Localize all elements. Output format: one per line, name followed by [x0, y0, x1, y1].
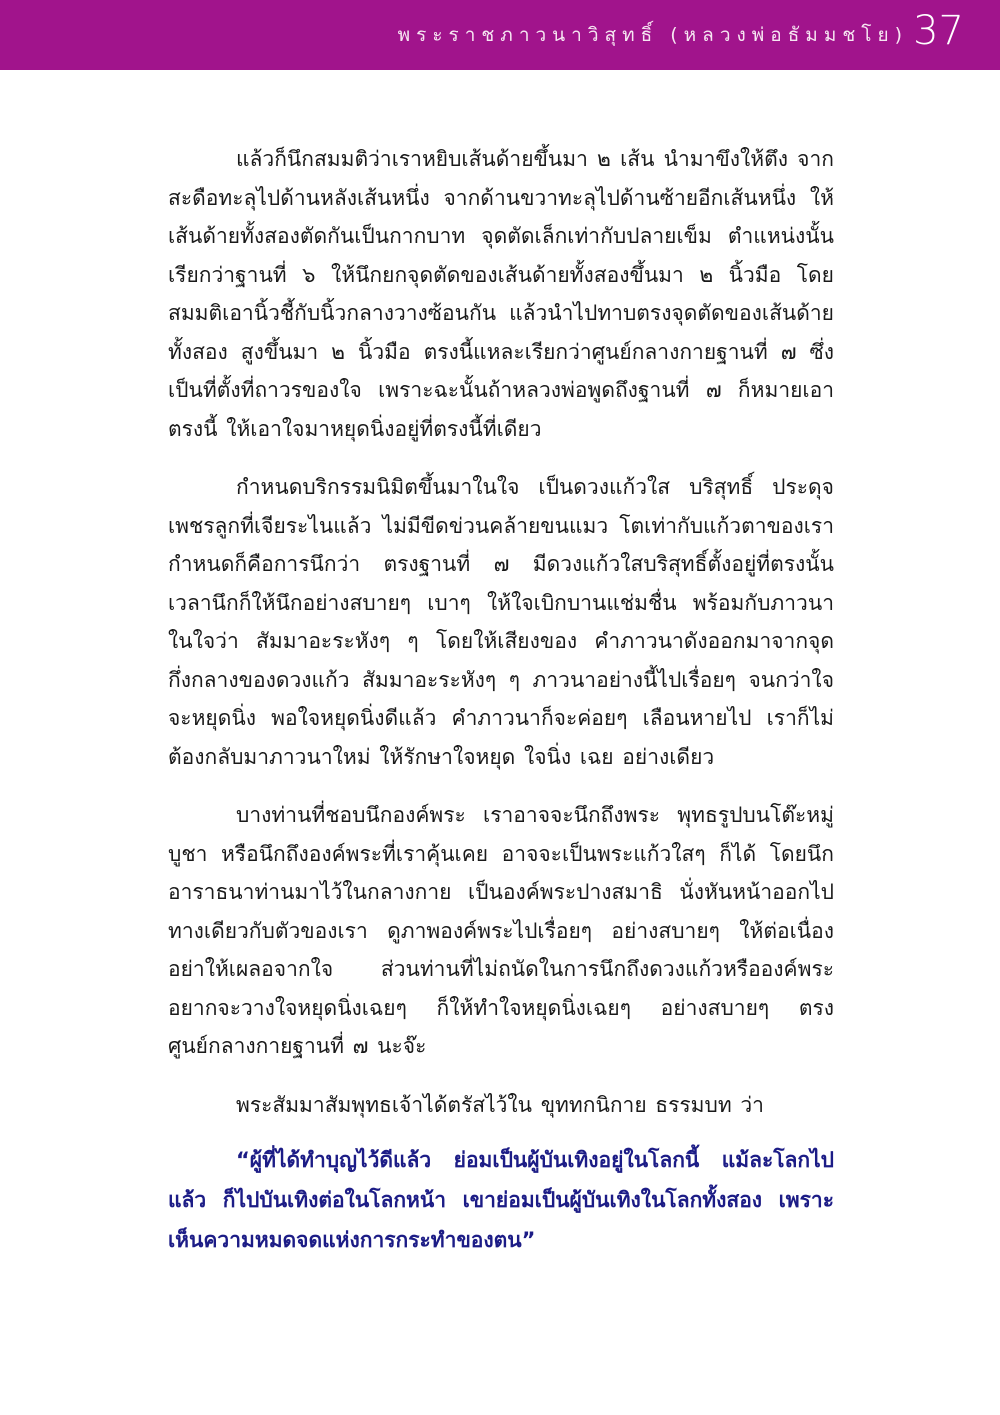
body-text	[168, 140, 834, 1260]
running-header-title: พระราชภาวนาวิสุทธิ์ (หลวงพ่อธัมมชโย)	[397, 24, 908, 46]
paragraph-crystal-sphere: กำหนดบริกรรมนิมิตขึ้นมาในใจ เป็นดวงแก้วใส บริสุทธิ์ ประดุจเพชรลูกที่เจียระไนแล้ว ไม่มีขีดข่วนคล้ายขนแมว โตเท่ากับแก้วตาของเรา กำหนดก็คือการนึกว่า ตรงฐานที่ ๗ มีดวงแก้วใสบริสุทธิ์ตั้งอยู่ที่ตรงนั้น เวลานึกก็ให้นึกอย่างสบายๆ เบาๆ ให้ใจเบิกบานแช่มชื่น พร้อมกับภาวนาในใจว่า สัมมาอะระหังๆ ๆ โดยให้เสียงของ คำภาวนาดังออกมาจากจุดกึ่งกลางของดวงแก้ว สัมมาอะระหังๆ ๆ ภาวนาอย่างนี้ไปเรื่อยๆ จนกว่าใจจะหยุดนิ่ง พอใจหยุดนิ่งดีแล้ว คำภาวนาก็จะค่อยๆ เลือนหายไป เราก็ไม่ต้องกลับมาภาวนาใหม่ ให้รักษาใจหยุด ใจนิ่ง เฉย อย่างเดียว	[168, 475, 834, 769]
paragraph-buddha-image: บางท่านที่ชอบนึกองค์พระ เราอาจจะนึกถึงพระ พุทธรูปบนโต๊ะหมู่บูชา หรือนึกถึงองค์พระที่เราคุ้นเคย อาจจะเป็นพระแก้วใสๆ ก็ได้ โดยนึกอาราธนาท่านมาไว้ในกลางกาย เป็นองค์พระปางสมาธิ นั่งหันหน้าออกไปทางเดียวกับตัวของเรา ดูภาพองค์พระไปเรื่อยๆ อย่างสบายๆ ให้ต่อเนื่อง อย่าให้เผลอจากใจ ส่วนท่านที่ไม่ถนัดในการนึกถึงดวงแก้วหรือองค์พระ อยากจะวางใจหยุดนิ่งเฉยๆ ก็ให้ทำใจหยุดนิ่งเฉยๆ อย่างสบายๆ ตรงศูนย์กลางกายฐานที่ ๗ นะจ๊ะ	[168, 803, 834, 1058]
paragraph-quote-intro: พระสัมมาสัมพุทธเจ้าได้ตรัสไว้ใน ขุททกนิกาย ธรรมบท ว่า	[236, 1092, 764, 1117]
header-bar	[0, 0, 1000, 70]
paragraph-thread-meditation: แล้วก็นึกสมมติว่าเราหยิบเส้นด้ายขึ้นมา ๒ เส้น นำมาขึงให้ตึง จากสะดือทะลุไปด้านหลังเส้นหนึ่ง จากด้านขวาทะลุไปด้านซ้ายอีกเส้นหนึ่ง ให้เส้นด้ายทั้งสองตัดกันเป็นกากบาท จุดตัดเล็กเท่ากับปลายเข็ม ตำแหน่งนั้นเรียกว่าฐานที่ ๖ ให้นึกยกจุดตัดของเส้นด้ายทั้งสองขึ้นมา ๒ นิ้วมือ โดยสมมติเอานิ้วชี้กับนิ้วกลางวางซ้อนกัน แล้วนำไปทาบตรงจุดตัดของเส้นด้ายทั้งสอง สูงขึ้นมา ๒ นิ้วมือ ตรงนี้แหละเรียกว่าศูนย์กลางกายฐานที่ ๗ ซึ่งเป็นที่ตั้งที่ถาวรของใจ เพราะฉะนั้นถ้าหลวงพ่อพูดถึงฐานที่ ๗ ก็หมายเอาตรงนี้ ให้เอาใจมาหยุดนิ่งอยู่ที่ตรงนี้ที่เดียว	[168, 147, 834, 441]
dhammapada-quote: “ผู้ที่ได้ทำบุญไว้ดีแล้ว ย่อมเป็นผู้บันเทิงอยู่ในโลกนี้ แม้ละโลกไปแล้ว ก็ไปบันเทิงต่อในโลกหน้า เขาย่อมเป็นผู้บันเทิงในโลกทั้งสอง เพราะเห็นความหมดจดแห่งการกระทำของตน”	[168, 1148, 834, 1252]
page-number: 37	[913, 8, 964, 54]
